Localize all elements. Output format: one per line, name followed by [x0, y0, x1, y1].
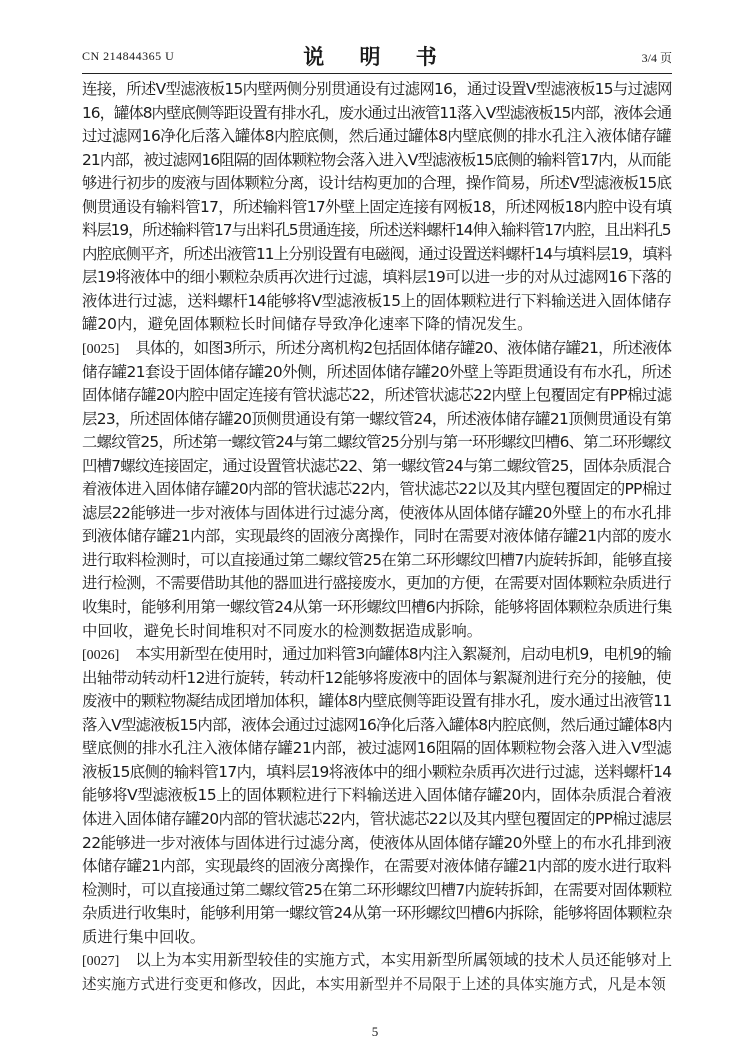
line-text: 16，罐体8内壁底侧等距设置有排水孔，废水通过出液管11落入V型滤液板15内部，液体会通	[82, 103, 672, 122]
text-line	[82, 266, 672, 290]
text-line	[82, 572, 672, 596]
line-text: 出轴带动转动杆12进行旋转，转动杆12能够将废液中的固体与絮凝剂进行充分的接触，使	[82, 668, 672, 687]
text-line	[82, 690, 672, 714]
line-text: 罐20内，避免固体颗粒长时间储存导致净化速率下降的情况发生。	[82, 315, 533, 334]
text-line	[82, 643, 672, 667]
line-text: 22能够进一步对液体与固体进行过滤分离，使液体从固体储存罐20外壁上的布水孔排到液	[82, 833, 672, 852]
line-text: 中回收，避免长时间堆积对不同废水的检测数据造成影响。	[82, 621, 483, 640]
text-line	[82, 973, 672, 997]
publication-number: CN 214844365 U	[82, 49, 175, 63]
text-line	[82, 384, 672, 408]
text-line	[82, 832, 672, 856]
text-line	[82, 455, 672, 479]
line-text: 液板15底侧的输料管17内，填料层19将液体中的细小颗粒杂质再次进行过滤，送料螺杆14	[82, 762, 672, 781]
text-line	[82, 549, 672, 573]
text-line	[82, 902, 672, 926]
line-text: 连接，所述V型滤液板15内壁两侧分别贯通设有过滤网16，通过设置V型滤液板15与过滤网	[82, 80, 672, 98]
line-text: 进行检测，不需要借助其他的器皿进行盛接废水，更加的方便，在需要对固体颗粒杂质进行	[82, 574, 671, 593]
line-text: 层19将液体中的细小颗粒杂质再次进行过滤，填料层19可以进一步的对从过滤网16下落的	[82, 268, 672, 287]
line-text: 滤层22能够进一步对液体与固体进行过滤分离，使液体从固体储存罐20外壁上的布水孔排	[82, 503, 672, 522]
line-text: 具体的，如图3所示，所述分离机构2包括固体储存罐20、液体储存罐21，所述液体	[135, 339, 672, 358]
line-text: 液体进行过滤，送料螺杆14能够将V型滤液板15上的固体颗粒进行下料输送进入固体储存	[82, 291, 672, 310]
text-line	[82, 855, 672, 879]
text-line	[82, 313, 672, 337]
line-text: 体进入固体储存罐20内部的管状滤芯22内，管状滤芯22以及其内壁包覆固定的PP棉过滤层	[82, 809, 672, 828]
line-text: 能够将V型滤液板15上的固体颗粒进行下料输送进入固体储存罐20内，固体杂质混合着液	[82, 786, 672, 805]
text-line	[82, 290, 672, 314]
line-text: 以上为本实用新型较佳的实施方式，本实用新型所属领域的技术人员还能够对上	[135, 951, 672, 970]
line-text: 检测时，可以直接通过第二螺纹管25在第二环形螺纹凹槽7内旋转拆卸，在需要对固体颗粒	[82, 880, 672, 899]
line-text: 过过滤网16净化后落入罐体8内腔底侧，然后通过罐体8内壁底侧的排水孔注入液体储存罐	[82, 127, 672, 146]
line-text: 侧贯通设有输料管17，所述输料管17外壁上固定连接有网板18，所述网板18内腔中设有填	[82, 197, 672, 216]
line-text: 述实施方式进行变更和修改，因此，本实用新型并不局限于上述的具体实施方式，凡是本领	[82, 975, 666, 993]
body-text	[82, 78, 672, 996]
document-title: 说 明 书	[303, 45, 451, 69]
text-line	[82, 525, 672, 549]
text-line	[82, 172, 672, 196]
text-line	[82, 620, 672, 644]
text-line	[82, 102, 672, 126]
page-number: 5	[371, 1024, 379, 1039]
line-text: 质进行集中回收。	[82, 927, 206, 946]
text-line	[82, 361, 672, 385]
line-text: 体储存罐21内部，实现最终的固液分离操作，在需要对液体储存罐21内部的废水进行取料	[82, 857, 672, 876]
line-text: 储存罐21套设于固体储存罐20外侧，所述固体储存罐20外壁上等距贯通设有布水孔，所述	[82, 362, 672, 381]
text-line	[82, 337, 672, 361]
line-text: 凹槽7螺纹连接固定，通过设置管状滤芯22、第一螺纹管24与第二螺纹管25，固体杂质混合	[82, 456, 671, 475]
page-header	[82, 38, 672, 72]
text-line	[82, 478, 672, 502]
paragraph-number: [0025]	[82, 342, 120, 358]
line-text: 杂质进行收集时，能够利用第一螺纹管24从第一环形螺纹凹槽6内拆除，能够将固体颗粒杂	[82, 904, 672, 923]
line-text: 层23，所述固体储存罐20顶侧贯通设有第一螺纹管24，所述液体储存罐21顶侧贯通设有第	[82, 409, 672, 428]
line-text: 内腔底侧平齐，所述出液管11上分别设置有电磁阀，通过设置送料螺杆14与填料层19，填料	[82, 244, 672, 263]
paragraph-number: [0026]	[82, 648, 120, 664]
text-line	[82, 761, 672, 785]
text-line	[82, 879, 672, 903]
line-text: 够进行初步的废液与固体颗粒分离，设计结构更加的合理，操作简易，所述V型滤液板15底	[82, 174, 672, 193]
line-text: 废液中的颗粒物凝结成团增加体积，罐体8内壁底侧等距设置有排水孔，废水通过出液管11	[82, 692, 672, 711]
text-line	[82, 926, 672, 950]
text-line	[82, 431, 672, 455]
line-text: 固体储存罐20内腔中固定连接有管状滤芯22，所述管状滤芯22内壁上包覆固定有PP棉过滤	[82, 386, 672, 405]
text-line	[82, 502, 672, 526]
text-line	[82, 808, 672, 832]
line-text: 21内部，被过滤网16阻隔的固体颗粒物会落入进入V型滤液板15底侧的输料管17内，从而能	[82, 150, 671, 169]
line-text: 料层19，所述输料管17与出料孔5贯通连接，所述送料螺杆14伸入输料管17内腔，且出料孔5	[82, 221, 671, 240]
text-line	[82, 408, 672, 432]
text-line	[82, 78, 672, 102]
text-line	[82, 949, 672, 973]
line-text: 进行取料检测时，可以直接通过第二螺纹管25在第二环形螺纹凹槽7内旋转拆卸，能够直接	[82, 550, 672, 569]
line-text: 本实用新型在使用时，通过加料管3向罐体8内注入絮凝剂，启动电机9，电机9的输	[135, 645, 672, 664]
line-text: 到液体储存罐21内部，实现最终的固液分离操作，同时在需要对液体储存罐21内部的废水	[82, 527, 672, 546]
text-line	[82, 149, 672, 173]
text-line	[82, 667, 672, 691]
line-text: 落入V型滤液板15内部，液体会通过过滤网16净化后落入罐体8内腔底侧，然后通过罐体8内	[82, 715, 672, 734]
text-line	[82, 784, 672, 808]
line-text: 二螺纹管25，所述第一螺纹管24与第二螺纹管25分别与第一环形螺纹凹槽6、第二环形螺纹	[82, 433, 671, 452]
text-line	[82, 243, 672, 267]
line-text: 壁底侧的排水孔注入液体储存罐21内部，被过滤网16阻隔的固体颗粒物会落入进入V型滤	[82, 739, 672, 758]
text-line	[82, 125, 672, 149]
paragraph-number: [0027]	[82, 954, 120, 970]
text-line	[82, 196, 672, 220]
header-rule	[82, 73, 672, 74]
page-of-total: 3/4 页	[641, 51, 672, 65]
text-line	[82, 714, 672, 738]
line-text: 着液体进入固体储存罐20内部的管状滤芯22内，管状滤芯22以及其内壁包覆固定的PP棉过	[82, 480, 672, 499]
text-line	[82, 219, 672, 243]
text-line	[82, 737, 672, 761]
line-text: 收集时，能够利用第一螺纹管24从第一环形螺纹凹槽6内拆除，能够将固体颗粒杂质进行集	[82, 598, 672, 617]
text-line	[82, 596, 672, 620]
